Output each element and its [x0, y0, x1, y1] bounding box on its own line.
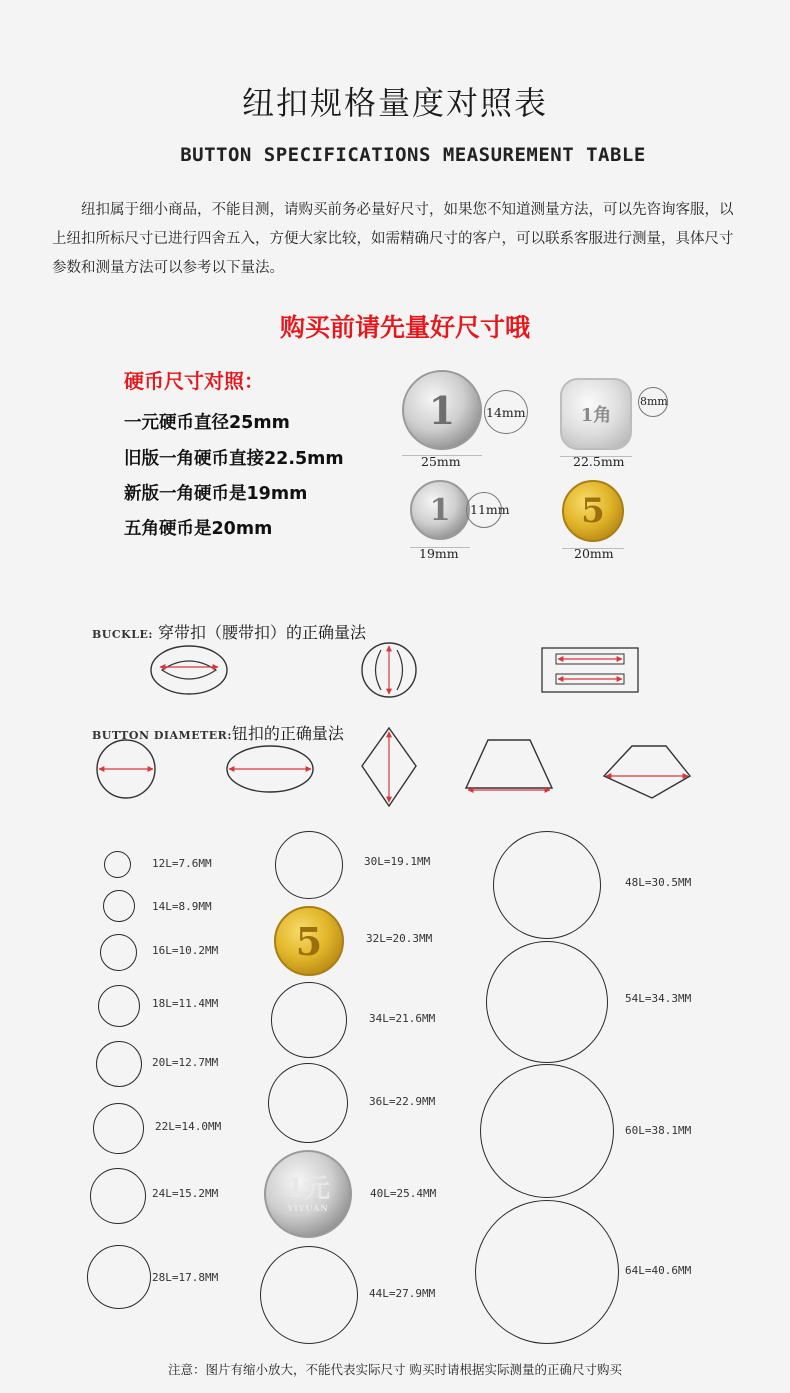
coin-glyph: 5 — [295, 918, 323, 964]
size-label-48L: 48L=30.5MM — [625, 876, 692, 889]
round-buckle-diagram — [362, 643, 416, 697]
size-circle-12L — [104, 851, 131, 878]
coin-diameter-label: 20mm — [574, 546, 614, 561]
coin-thickness-label: 11mm — [470, 502, 510, 517]
coin-thickness-label: 8mm — [640, 395, 668, 408]
diamond-button-diagram — [362, 728, 416, 806]
coin-line-old-one-jiao: 旧版一角硬币直接22.5mm — [124, 449, 344, 469]
coin-glyph-value: 1元 — [285, 1174, 331, 1205]
size-circle-16L — [100, 934, 137, 971]
size-circle-20L — [96, 1041, 142, 1087]
oval-buckle-diagram — [151, 646, 227, 694]
oval-button-diagram — [227, 746, 313, 792]
size-circle-30L — [275, 831, 343, 899]
coin-glyph: 1角 — [580, 405, 612, 426]
size-label-60L: 60L=38.1MM — [625, 1124, 692, 1137]
old-one-jiao-coin-icon — [560, 378, 632, 450]
size-circle-64L — [475, 1200, 619, 1344]
size-circle-36L — [268, 1063, 348, 1143]
size-circle-28L — [87, 1245, 151, 1309]
size-circle-18L — [98, 985, 140, 1027]
size-label-32L: 32L=20.3MM — [366, 932, 433, 945]
buckle-label-en: BUCKLE: — [92, 628, 153, 641]
size-label-44L: 44L=27.9MM — [369, 1287, 436, 1300]
trapezoid-button-diagram — [466, 740, 552, 790]
button-diameter-label-cn: 钮扣的正确量法 — [231, 724, 344, 743]
intro-paragraph: 纽扣属于细小商品，不能目测，请购买前务必量好尺寸，如果您不知道测量方法，可以先咨询客服，以上纽扣所标尺寸已进行四舍五入，方便大家比较，如需精确尺寸的客户，可以联系客服进行测量，具体尺寸参数和测量方法可以参考以下量法。 — [52, 202, 734, 276]
size-circle-14L — [103, 890, 135, 922]
five-jiao-reference-coin-icon — [274, 906, 344, 976]
coin-glyph-text: YIYUAN — [287, 1202, 329, 1213]
size-label-28L: 28L=17.8MM — [152, 1271, 219, 1284]
size-label-40L: 40L=25.4MM — [370, 1187, 437, 1200]
size-label-22L: 22L=14.0MM — [155, 1120, 222, 1133]
button-measure-diagrams — [0, 726, 790, 811]
page-title: 纽扣规格量度对照表 — [241, 84, 548, 122]
coin-figure-one-yuan — [402, 370, 482, 450]
coin-glyph — [266, 1152, 350, 1236]
round-button-diagram — [97, 740, 155, 798]
size-circle-48L — [493, 831, 601, 939]
size-label-20L: 20L=12.7MM — [152, 1056, 219, 1069]
size-label-30L: 30L=19.1MM — [364, 855, 431, 868]
coin-diameter-label: 22.5mm — [573, 454, 625, 469]
size-label-34L: 34L=21.6MM — [369, 1012, 436, 1025]
size-label-12L: 12L=7.6MM — [152, 857, 212, 870]
buckle-measure-diagrams — [0, 636, 790, 706]
headline-measure-first: 购买前请先量好尺寸哦 — [279, 313, 530, 342]
size-circle-34L — [271, 982, 347, 1058]
rect-buckle-diagram — [542, 648, 638, 692]
size-circle-54L — [486, 941, 608, 1063]
coin-diameter-label: 19mm — [419, 546, 459, 561]
coin-glyph: 5 — [581, 491, 605, 531]
coin-diameter-label: 25mm — [421, 454, 461, 469]
page-subtitle: BUTTON SPECIFICATIONS MEASUREMENT TABLE — [180, 144, 646, 166]
coin-line-five-jiao: 五角硬币是20mm — [124, 519, 273, 539]
button-diameter-label-en: BUTTON DIAMETER: — [92, 729, 232, 742]
size-label-54L: 54L=34.3MM — [625, 992, 692, 1005]
coin-reference-heading: 硬币尺寸对照： — [124, 369, 264, 393]
one-yuan-reference-coin-icon — [264, 1150, 352, 1238]
coin-thickness-label: 14mm — [486, 405, 526, 420]
coin-line-one-yuan: 一元硬币直径25mm — [124, 413, 290, 433]
size-circle-44L — [260, 1246, 358, 1344]
five-jiao-coin-icon — [562, 480, 624, 542]
size-label-64L: 64L=40.6MM — [625, 1264, 692, 1277]
size-circle-60L — [480, 1064, 614, 1198]
coin-glyph: 1 — [428, 387, 456, 433]
hexagon-button-diagram — [604, 746, 690, 798]
new-one-jiao-coin-icon — [410, 480, 470, 540]
coin-line-new-one-jiao: 新版一角硬币是19mm — [124, 484, 308, 504]
coin-glyph: 1 — [429, 492, 451, 528]
one-yuan-coin-icon — [402, 370, 482, 450]
size-label-36L: 36L=22.9MM — [369, 1095, 436, 1108]
size-circle-24L — [90, 1168, 146, 1224]
size-circle-22L — [93, 1103, 144, 1154]
size-label-16L: 16L=10.2MM — [152, 944, 219, 957]
size-label-24L: 24L=15.2MM — [152, 1187, 219, 1200]
footer-note: 注意：图片有缩小放大，不能代表实际尺寸 购买时请根据实际测量的正确尺寸购买 — [168, 1362, 622, 1377]
size-label-14L: 14L=8.9MM — [152, 900, 212, 913]
size-label-18L: 18L=11.4MM — [152, 997, 219, 1010]
buckle-label-cn: 穿带扣（腰带扣）的正确量法 — [157, 623, 366, 642]
